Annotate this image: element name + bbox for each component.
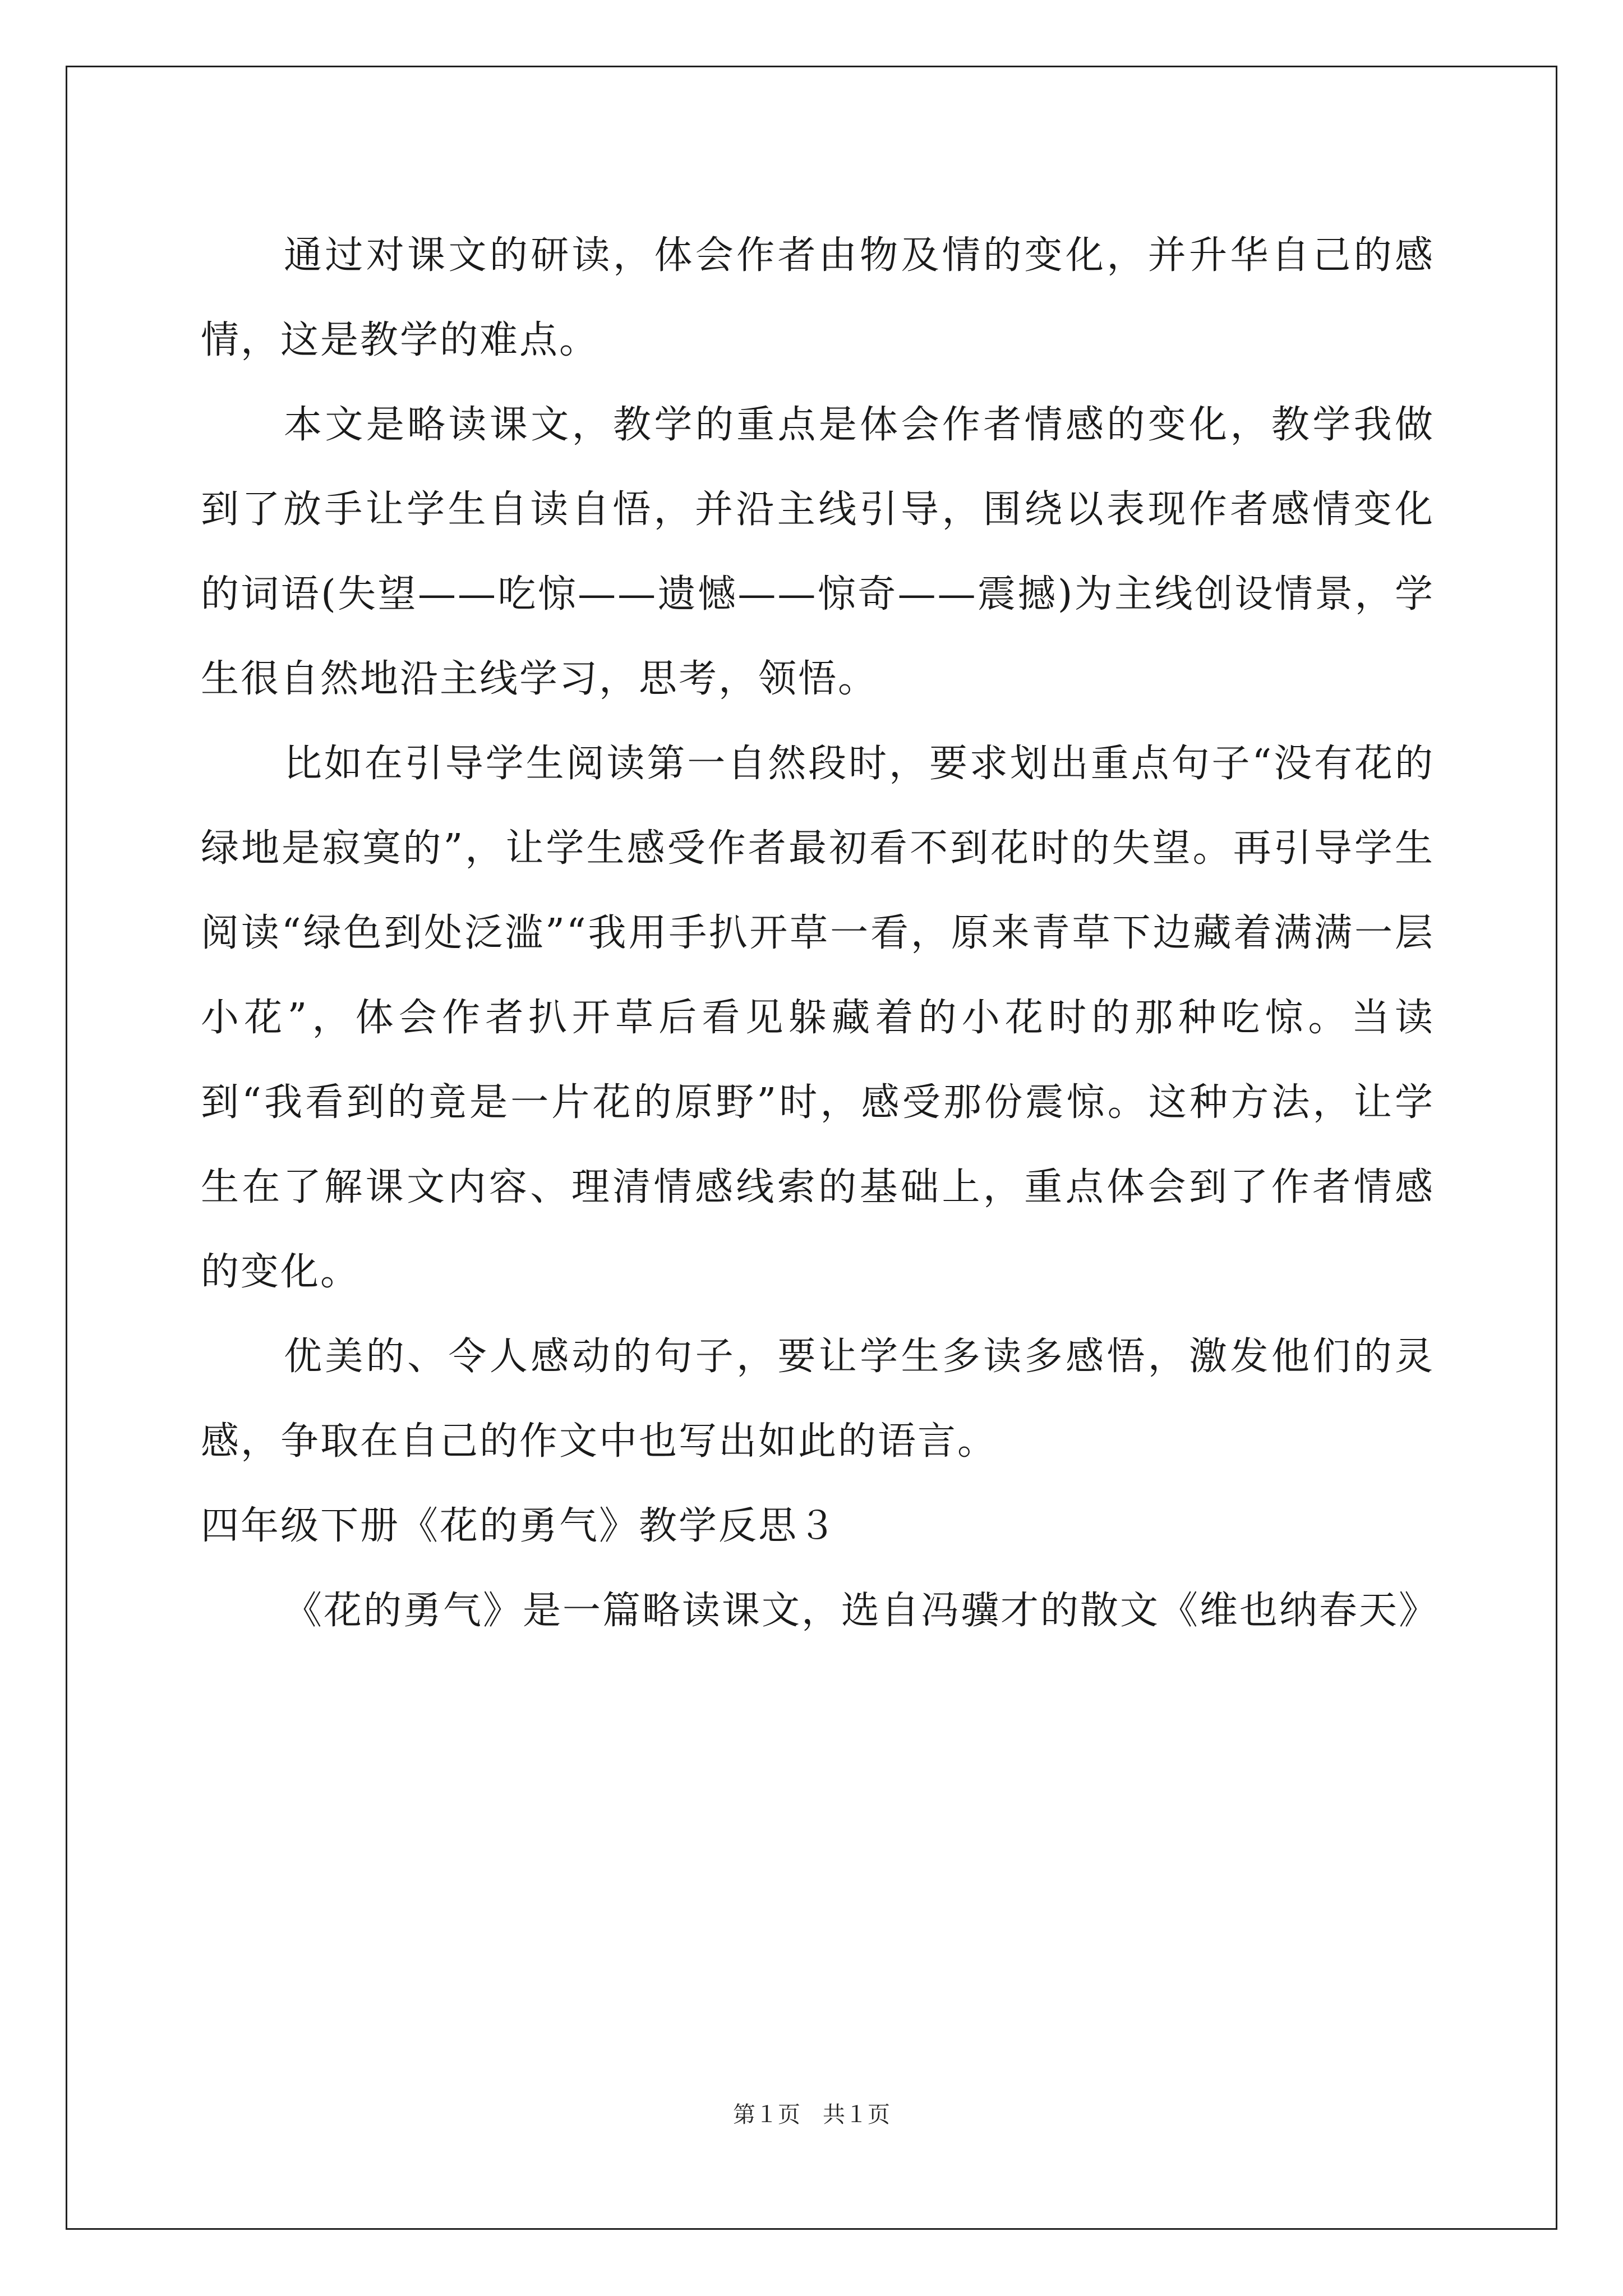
paragraph-3: 比如在引导学生阅读第一自然段时，要求划出重点句子“没有花的绿地是寂寞的”，让学生感受作者最初看不到花时的失望。再引导学生阅读“绿色到处泛滥”“我用手扒开草一看，原来青草下边藏着满满一层小花”，体会作者扒开草后看见躲藏着的小花时的那种吃惊。当读到“我看到的竟是一片花的原野”时，感受那份震惊。这种方法，让学生在了解课文内容、理清情感线索的基础上，重点体会到了作者情感的变化。 — [201, 742, 1435, 1294]
paragraph-2: 本文是略读课文，教学的重点是体会作者情感的变化，教学我做到了放手让学生自读自悟，并沿主线引导，围绕以表现作者感情变化的词语(失望——吃惊——遗憾——惊奇——震撼)为主线创设情景，学生很自然地沿主线学习，思考，领悟。 — [201, 403, 1435, 701]
paragraph-1: 通过对课文的研读，体会作者由物及情的变化，并升华自己的感情，这是教学的难点。 — [201, 233, 1435, 362]
document-body — [201, 213, 1439, 1653]
page-footer — [0, 2098, 1623, 2132]
paragraph-5: 《花的勇气》是一篇略读课文，选自冯骥才的散文《维也纳春天》 — [284, 1589, 1439, 1633]
page-number: 第１页 — [733, 2102, 800, 2128]
paragraph-4: 优美的、令人感动的句子，要让学生多读多感悟，激发他们的灵感，争取在自己的作文中也写出如此的语言。 — [201, 1335, 1435, 1464]
page-total: 共１页 — [823, 2102, 890, 2128]
section-heading: 四年级下册《花的勇气》教学反思３ — [201, 1504, 838, 1548]
